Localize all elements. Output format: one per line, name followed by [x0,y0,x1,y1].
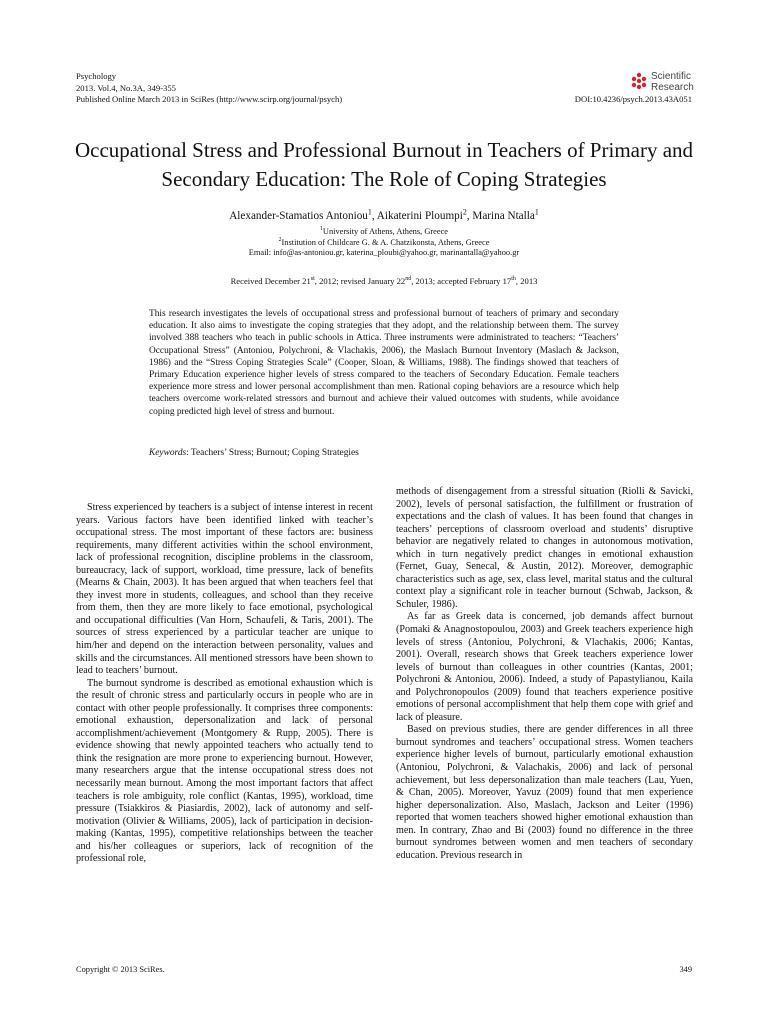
body-paragraph: The burnout syndrome is described as emotional exhaustion which is the result of chronic stress and particularly occurs in people who are in contact with other people professionally. It comprises three components: emotional exhaustion, depersonalization and lack of personal accomplishment/achievement (Montgomery & Rupp, 2005). There is evidence showing that newly appointed teachers who actually tend to think the resignation are more prone to experiencing burnout. However, many researchers argue that the intense occupational stress does not necessarily mean burnout. Among the most important factors that affect teachers is role ambiguity, role conflict (Kantas, 1995), workload, time pressure (Tsiakkiros & Piasiardis, 2002), lack of autonomy and self-motivation (Olivier & Williams, 2005), lack of participation in decision-making (Kantas, 1995), competitive relationships between the teacher and his/her colleagues or superiors, lack of recognition of the professional role, [76,677,373,865]
author-list [0,207,768,222]
author-name: Marina Ntalla [472,210,535,222]
keywords-label: Keywords [149,448,187,458]
ordinal-suffix: th [511,276,516,283]
logo-text-line2: Research [651,82,694,93]
journal-name: Psychology [76,71,117,81]
ordinal-suffix: nd [405,276,412,283]
affiliation-line [0,238,768,249]
affiliation-mark: 2 [278,236,282,243]
journal-published-line: Published Online March 2013 in SciRes (http://www.scirp.org/journal/psych) [76,94,343,104]
logo-text-line1: Scientific [651,71,692,82]
body-column-right [396,486,693,862]
accepted-year: , 2013 [515,276,538,286]
body-paragraph: methods of disengagement from a stressful situation (Riolli & Savicki, 2002), levels of personal satisfaction, the fulfillment or frustration of expectations and the clash of values. It has been found that changes in teachers’ perceptions of classroom overload and students’ disruptive behavior are negatively related to changes in autonomous motivation, which in turn negatively predict changes in emotional exhaustion (Fernet, Guay, Senecal, & Austin, 2012). Moreover, demographic characteristics such as age, sex, class level, marital status and the cultural context play a significant role in teacher burnout (Schwab, Jackson, & Schuler, 1986). [396,486,693,610]
author-separator: , [371,210,377,222]
affiliation-mark: 1 [319,226,323,233]
doi: DOI:10.4236/psych.2013.43A051 [574,94,692,104]
author-name: Aikaterini Ploumpi [376,210,463,222]
author-name: Alexander-Stamatios Antoniou [229,210,368,222]
keywords [149,448,359,458]
author-affiliation-mark: 1 [367,207,372,217]
author-affiliation-mark: 1 [534,207,539,217]
journal-header [76,71,342,106]
paper-title: Occupational Stress and Professional Burnout in Teachers of Primary and Secondary Education: The Role of Coping Strategies [74,138,694,191]
journal-volume: 2013. Vol.4, No.3A, 349-355 [76,82,176,93]
abstract: This research investigates the levels of occupational stress and professional burnout of teachers of primary and secondary education. It also aims to investigate the coping strategies that they adopt, and the relationship between them. The survey involved 388 teachers who teach in public schools in Attica. Three instruments were administrated to teachers: “Teachers’ Occupational Stress” (Antoniou, Polychroni, & Vlachakis, 2006), the Maslach Burnout Inventory (Maslach & Jackson, 1986) and the “Stress Coping Strategies Scale” (Cooper, Sloan, & Williams, 1988). The findings showed that teachers of Primary Education experience higher levels of stress compared to the teachers of Secondary Education. Female teachers experience more stress and lower personal accomplishment than men. Rational coping behaviors are a resource which help teachers overcome work-related stressors and burnout and achieve their valued outcomes with students, while avoidance coping predicted high level of stress and burnout. [149,309,619,417]
affiliations [0,227,768,259]
received-text: Received December 21 [230,276,311,286]
affiliation-text: University of Athens, Athens, Greece [322,227,449,236]
keywords-text: : Teachers’ Stress; Burnout; Coping Strategies [186,448,359,458]
revised-text: , 2012; revised January 22 [314,276,406,286]
body-paragraph: Stress experienced by teachers is a subject of intense interest in recent years. Various factors have been identified linked with teacher’s occupational stress. The most important of these factors are: business requirements, many different activities within the school environment, lack of professional recognition, discipline problems in the classroom, bureaucracy, lack of support, workload, time pressure, lack of benefits (Mearns & Chain, 2003). It has been argued that when teachers feel that they invest more in students, colleagues, and school than they receive from them, then they are more likely to face emotional, psychological and occupational difficulties (Van Horn, Schaufeli, & Taris, 2001). The sources of stress experienced by a particular teacher are unique to him/her and depend on the interaction between personality, values and skills and the circumstances. All mentioned stressors have been shown to lead to teachers’ burnout. [76,502,373,677]
affiliation-text: Institution of Childcare G. & A. Chatzikonsta, Athens, Greece [281,237,490,247]
author-emails: Email: info@as-antoniou.gr, katerina_ploubi@yahoo.gr, marinantalla@yahoo.gr [248,248,520,258]
ordinal-suffix: st [310,276,315,283]
body-paragraph: Based on previous studies, there are gender differences in all three burnout syndromes and teachers’ occupational stress. Women teachers experience higher levels of burnout, particularly emotional exhaustion (Antoniou, Polychroni, & Valachakis, 2006) and lack of personal achievement, but less depersonalization than male teachers (Lau, Yuen, & Chan, 2005). Moreover, Yavuz (2009) found that men experience higher depersonalization. Also, Maslach, Jackson and Leiter (1996) reported that women teachers showed higher emotional exhaustion than men. In contrary, Zhao and Bi (2003) found no difference in the three burnout syndromes between women and men teachers of secondary education. Previous research in [396,724,693,861]
received-dates [0,276,768,286]
author-separator: , [466,210,473,222]
footer-copyright: Copyright © 2013 SciRes. [76,965,165,974]
author-affiliation-mark: 2 [462,207,467,217]
affiliation-line [0,227,768,238]
body-column-left [76,502,373,866]
scientific-research-logo-icon [630,72,648,90]
body-paragraph: As far as Greek data is concerned, job demands affect burnout (Pomaki & Anagnostopoulou, 2003) and Greek teachers experience high levels of stress (Antoniou, Polychroni, & Vlachakis, 2006; Kantas, 2001). Overall, research shows that Greek teachers experience lower levels of burnout than colleagues in other countries (Kantas, 2001; Polychroni & Antoniou, 2006). Indeed, a study of Papastylianou, Kaila and Polychronopoulos (2009) found that teachers experience positive emotions of personal accomplishment that help them cope with grief and lack of pleasure. [396,611,693,723]
page-number: 349 [679,965,692,974]
accepted-text: , 2013; accepted February 17 [411,276,512,286]
scientific-research-logo [630,70,705,96]
